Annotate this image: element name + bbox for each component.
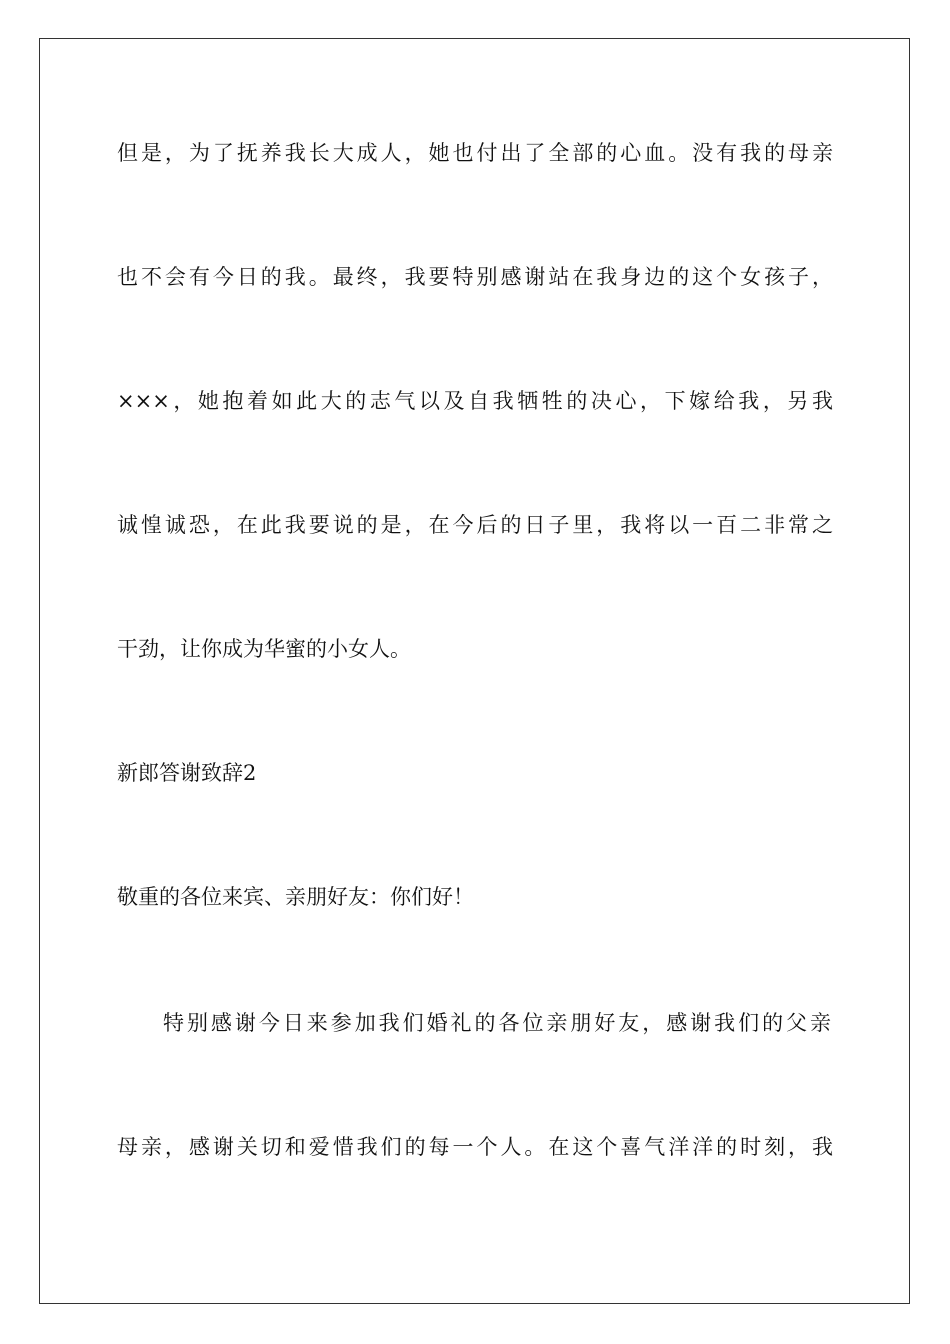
section-title: 新郎答谢致辞2 — [117, 761, 257, 785]
greeting-line: 敬重的各位来宾、亲朋好友：你们好！ — [117, 885, 474, 909]
paragraph-line: 也不会有今日的我。最终，我要特别感谢站在我身边的这个女孩子， — [117, 265, 833, 289]
page-frame — [39, 38, 910, 1304]
paragraph-line: ×××，她抱着如此大的志气以及自我牺牲的决心，下嫁给我，另我 — [117, 389, 833, 413]
paragraph-line: 干劲，让你成为华蜜的小女人。 — [117, 637, 411, 661]
paragraph-line: 母亲，感谢关切和爱惜我们的每一个人。在这个喜气洋洋的时刻，我 — [117, 1135, 833, 1159]
paragraph-line: 特别感谢今日来参加我们婚礼的各位亲朋好友，感谢我们的父亲 — [163, 1011, 831, 1035]
paragraph-line: 但是，为了抚养我长大成人，她也付出了全部的心血。没有我的母亲 — [117, 141, 833, 165]
paragraph-line: 诚惶诚恐，在此我要说的是，在今后的日子里，我将以一百二非常之 — [117, 513, 833, 537]
